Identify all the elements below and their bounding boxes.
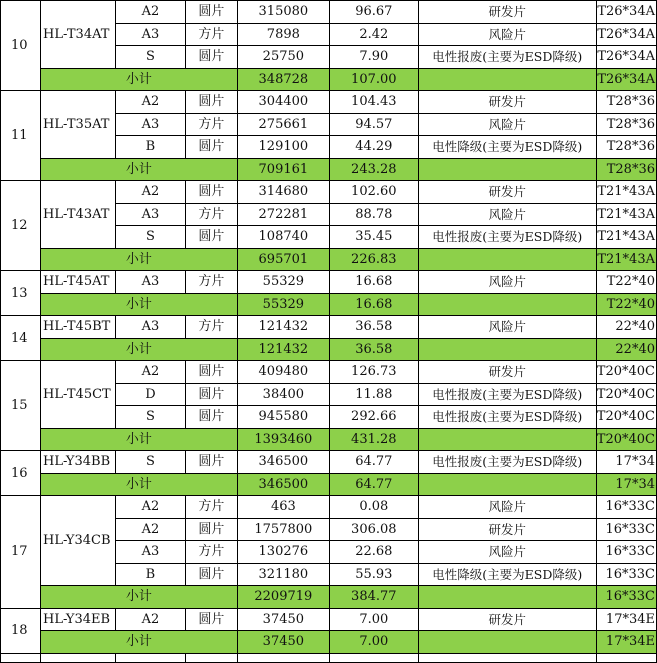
table-body	[1, 1, 657, 663]
quantity-cell: 1757800	[237, 518, 329, 541]
spec-cell: T28*36	[596, 136, 656, 159]
note-cell: 研发片	[418, 518, 596, 541]
subtotal-row	[1, 293, 657, 316]
grade-cell: B	[115, 136, 185, 159]
quantity-cell: 7898	[237, 23, 329, 46]
spec-cell: T26*34A	[596, 46, 656, 69]
grade-cell: A2	[115, 91, 185, 114]
amount-cell: 64.77	[329, 451, 418, 474]
spec-cell: T20*40C	[596, 361, 656, 384]
grade-cell: A2	[115, 361, 185, 384]
note-cell: 研发片	[418, 1, 596, 24]
note-cell: 风险片	[418, 203, 596, 226]
model-cell: HL-Y34BB	[40, 451, 115, 474]
shape-cell: 方片	[185, 496, 237, 519]
empty-cell	[1, 653, 41, 662]
quantity-cell: 304400	[237, 91, 329, 114]
quantity-cell: 25750	[237, 46, 329, 69]
note-cell: 电性报废(主要为ESD降级)	[418, 406, 596, 429]
quantity-cell: 108740	[237, 226, 329, 249]
spec-cell: T26*34A	[596, 23, 656, 46]
grade-cell: A2	[115, 496, 185, 519]
note-cell: 电性报废(主要为ESD降级)	[418, 383, 596, 406]
amount-cell: 7.00	[329, 608, 418, 631]
table-row	[1, 496, 657, 519]
subtotal-spec: 17*34	[596, 473, 656, 496]
subtotal-amount: 384.77	[329, 586, 418, 609]
quantity-cell: 346500	[237, 451, 329, 474]
table-row	[1, 91, 657, 114]
subtotal-quantity: 695701	[237, 248, 329, 271]
subtotal-label: 小计	[40, 158, 237, 181]
amount-cell: 0.08	[329, 496, 418, 519]
spec-cell: T26*34A	[596, 1, 656, 24]
subtotal-note	[418, 68, 596, 91]
subtotal-label: 小计	[40, 428, 237, 451]
quantity-cell: 130276	[237, 541, 329, 564]
row-number-cell: 10	[1, 1, 41, 91]
subtotal-quantity: 121432	[237, 338, 329, 361]
grade-cell: A2	[115, 1, 185, 24]
quantity-cell: 321180	[237, 563, 329, 586]
note-cell: 研发片	[418, 91, 596, 114]
subtotal-note	[418, 293, 596, 316]
spec-cell: T22*40	[596, 271, 656, 294]
shape-cell: 圆片	[185, 361, 237, 384]
table-row	[1, 608, 657, 631]
empty-cell	[185, 653, 237, 662]
amount-cell: 292.66	[329, 406, 418, 429]
grade-cell: A2	[115, 608, 185, 631]
amount-cell: 88.78	[329, 203, 418, 226]
row-number-cell: 13	[1, 271, 41, 316]
quantity-cell: 38400	[237, 383, 329, 406]
subtotal-amount: 243.28	[329, 158, 418, 181]
subtotal-label: 小计	[40, 293, 237, 316]
subtotal-note	[418, 586, 596, 609]
amount-cell: 2.42	[329, 23, 418, 46]
row-number-cell: 18	[1, 608, 41, 653]
subtotal-note	[418, 158, 596, 181]
quantity-cell: 37450	[237, 608, 329, 631]
spec-cell: 16*33C	[596, 518, 656, 541]
row-number-cell: 15	[1, 361, 41, 451]
subtotal-row	[1, 248, 657, 271]
note-cell: 风险片	[418, 113, 596, 136]
quantity-cell: 121432	[237, 316, 329, 339]
row-number-cell: 17	[1, 496, 41, 609]
model-cell: HL-T45CT	[40, 361, 115, 429]
subtotal-row	[1, 158, 657, 181]
grade-cell: A2	[115, 181, 185, 204]
subtotal-label: 小计	[40, 631, 237, 654]
shape-cell: 圆片	[185, 383, 237, 406]
shape-cell: 圆片	[185, 91, 237, 114]
note-cell: 风险片	[418, 496, 596, 519]
subtotal-amount: 107.00	[329, 68, 418, 91]
shape-cell: 方片	[185, 203, 237, 226]
empty-cell	[329, 653, 418, 662]
shape-cell: 方片	[185, 113, 237, 136]
quantity-cell: 129100	[237, 136, 329, 159]
table-row	[1, 1, 657, 24]
shape-cell: 圆片	[185, 1, 237, 24]
model-cell: HL-T35AT	[40, 91, 115, 159]
table-row	[1, 316, 657, 339]
spec-cell: T21*43A	[596, 181, 656, 204]
model-cell: HL-T34AT	[40, 1, 115, 69]
shape-cell: 圆片	[185, 518, 237, 541]
grade-cell: A3	[115, 541, 185, 564]
spec-cell: 22*40	[596, 316, 656, 339]
spec-cell: T21*43A	[596, 203, 656, 226]
subtotal-note	[418, 631, 596, 654]
model-cell: HL-T45AT	[40, 271, 115, 294]
empty-cell	[418, 653, 596, 662]
note-cell: 电性降级(主要为ESD降级)	[418, 563, 596, 586]
empty-cell	[115, 653, 185, 662]
note-cell: 研发片	[418, 361, 596, 384]
shape-cell: 圆片	[185, 46, 237, 69]
note-cell: 电性报废(主要为ESD降级)	[418, 226, 596, 249]
subtotal-quantity: 709161	[237, 158, 329, 181]
spec-cell: T20*40C	[596, 383, 656, 406]
shape-cell: 方片	[185, 541, 237, 564]
grade-cell: A3	[115, 23, 185, 46]
amount-cell: 55.93	[329, 563, 418, 586]
subtotal-note	[418, 248, 596, 271]
amount-cell: 102.60	[329, 181, 418, 204]
subtotal-quantity: 1393460	[237, 428, 329, 451]
model-cell: HL-T45BT	[40, 316, 115, 339]
subtotal-label: 小计	[40, 586, 237, 609]
row-number-cell: 11	[1, 91, 41, 181]
subtotal-amount: 226.83	[329, 248, 418, 271]
note-cell: 电性报废(主要为ESD降级)	[418, 46, 596, 69]
quantity-cell: 463	[237, 496, 329, 519]
table-row	[1, 181, 657, 204]
subtotal-label: 小计	[40, 68, 237, 91]
quantity-cell: 945580	[237, 406, 329, 429]
subtotal-spec: 16*33C	[596, 586, 656, 609]
subtotal-quantity: 2209719	[237, 586, 329, 609]
subtotal-quantity: 55329	[237, 293, 329, 316]
subtotal-amount: 36.58	[329, 338, 418, 361]
amount-cell: 16.68	[329, 271, 418, 294]
subtotal-amount: 7.00	[329, 631, 418, 654]
quantity-cell: 272281	[237, 203, 329, 226]
note-cell: 风险片	[418, 316, 596, 339]
amount-cell: 7.90	[329, 46, 418, 69]
subtotal-row	[1, 473, 657, 496]
grade-cell: A2	[115, 518, 185, 541]
subtotal-spec: T21*43A	[596, 248, 656, 271]
subtotal-quantity: 348728	[237, 68, 329, 91]
grade-cell: A3	[115, 316, 185, 339]
row-number-cell: 12	[1, 181, 41, 271]
table-row	[1, 451, 657, 474]
subtotal-note	[418, 428, 596, 451]
subtotal-spec: 22*40	[596, 338, 656, 361]
amount-cell: 36.58	[329, 316, 418, 339]
shape-cell: 圆片	[185, 181, 237, 204]
subtotal-spec: T28*36	[596, 158, 656, 181]
note-cell: 风险片	[418, 271, 596, 294]
amount-cell: 44.29	[329, 136, 418, 159]
grade-cell: S	[115, 451, 185, 474]
grade-cell: S	[115, 46, 185, 69]
subtotal-row	[1, 338, 657, 361]
row-number-cell: 16	[1, 451, 41, 496]
subtotal-note	[418, 338, 596, 361]
spec-cell: 16*33C	[596, 541, 656, 564]
grade-cell: B	[115, 563, 185, 586]
table-row	[1, 271, 657, 294]
amount-cell: 306.08	[329, 518, 418, 541]
subtotal-spec: T26*34A	[596, 68, 656, 91]
quantity-cell: 55329	[237, 271, 329, 294]
subtotal-quantity: 346500	[237, 473, 329, 496]
amount-cell: 22.68	[329, 541, 418, 564]
model-cell: HL-Y34EB	[40, 608, 115, 631]
quantity-cell: 315080	[237, 1, 329, 24]
amount-cell: 104.43	[329, 91, 418, 114]
model-cell: HL-T43AT	[40, 181, 115, 249]
empty-cell	[596, 653, 656, 662]
grade-cell: A3	[115, 203, 185, 226]
note-cell: 研发片	[418, 608, 596, 631]
subtotal-amount: 431.28	[329, 428, 418, 451]
shape-cell: 圆片	[185, 226, 237, 249]
shape-cell: 方片	[185, 316, 237, 339]
grade-cell: D	[115, 383, 185, 406]
grade-cell: A3	[115, 271, 185, 294]
subtotal-row	[1, 631, 657, 654]
amount-cell: 35.45	[329, 226, 418, 249]
subtotal-note	[418, 473, 596, 496]
empty-cell	[237, 653, 329, 662]
spec-cell: 16*33C	[596, 563, 656, 586]
amount-cell: 96.67	[329, 1, 418, 24]
subtotal-spec: 17*34E	[596, 631, 656, 654]
row-number-cell: 14	[1, 316, 41, 361]
subtotal-amount: 16.68	[329, 293, 418, 316]
quantity-cell: 275661	[237, 113, 329, 136]
subtotal-row	[1, 586, 657, 609]
subtotal-row	[1, 428, 657, 451]
amount-cell: 94.57	[329, 113, 418, 136]
spec-cell: 17*34	[596, 451, 656, 474]
table-row	[1, 653, 657, 662]
note-cell: 风险片	[418, 23, 596, 46]
subtotal-row	[1, 68, 657, 91]
note-cell: 电性降级(主要为ESD降级)	[418, 136, 596, 159]
empty-cell	[40, 653, 115, 662]
subtotal-label: 小计	[40, 338, 237, 361]
note-cell: 研发片	[418, 181, 596, 204]
quantity-cell: 409480	[237, 361, 329, 384]
grade-cell: S	[115, 226, 185, 249]
spec-cell: 16*33C	[596, 496, 656, 519]
note-cell: 电性报废(主要为ESD降级)	[418, 451, 596, 474]
grade-cell: A3	[115, 113, 185, 136]
subtotal-label: 小计	[40, 248, 237, 271]
grade-cell: S	[115, 406, 185, 429]
spec-cell: T28*36	[596, 91, 656, 114]
shape-cell: 方片	[185, 271, 237, 294]
amount-cell: 11.88	[329, 383, 418, 406]
shape-cell: 圆片	[185, 136, 237, 159]
spec-cell: T28*36	[596, 113, 656, 136]
subtotal-spec: T20*40C	[596, 428, 656, 451]
subtotal-amount: 64.77	[329, 473, 418, 496]
subtotal-label: 小计	[40, 473, 237, 496]
shape-cell: 圆片	[185, 563, 237, 586]
shape-cell: 圆片	[185, 406, 237, 429]
shape-cell: 方片	[185, 23, 237, 46]
spec-cell: T21*43A	[596, 226, 656, 249]
note-cell: 风险片	[418, 541, 596, 564]
amount-cell: 126.73	[329, 361, 418, 384]
subtotal-quantity: 37450	[237, 631, 329, 654]
subtotal-spec: T22*40	[596, 293, 656, 316]
quantity-cell: 314680	[237, 181, 329, 204]
spec-cell: T20*40C	[596, 406, 656, 429]
shape-cell: 圆片	[185, 608, 237, 631]
shape-cell: 圆片	[185, 451, 237, 474]
model-cell: HL-Y34CB	[40, 496, 115, 586]
spec-cell: 17*34E	[596, 608, 656, 631]
table-row	[1, 361, 657, 384]
